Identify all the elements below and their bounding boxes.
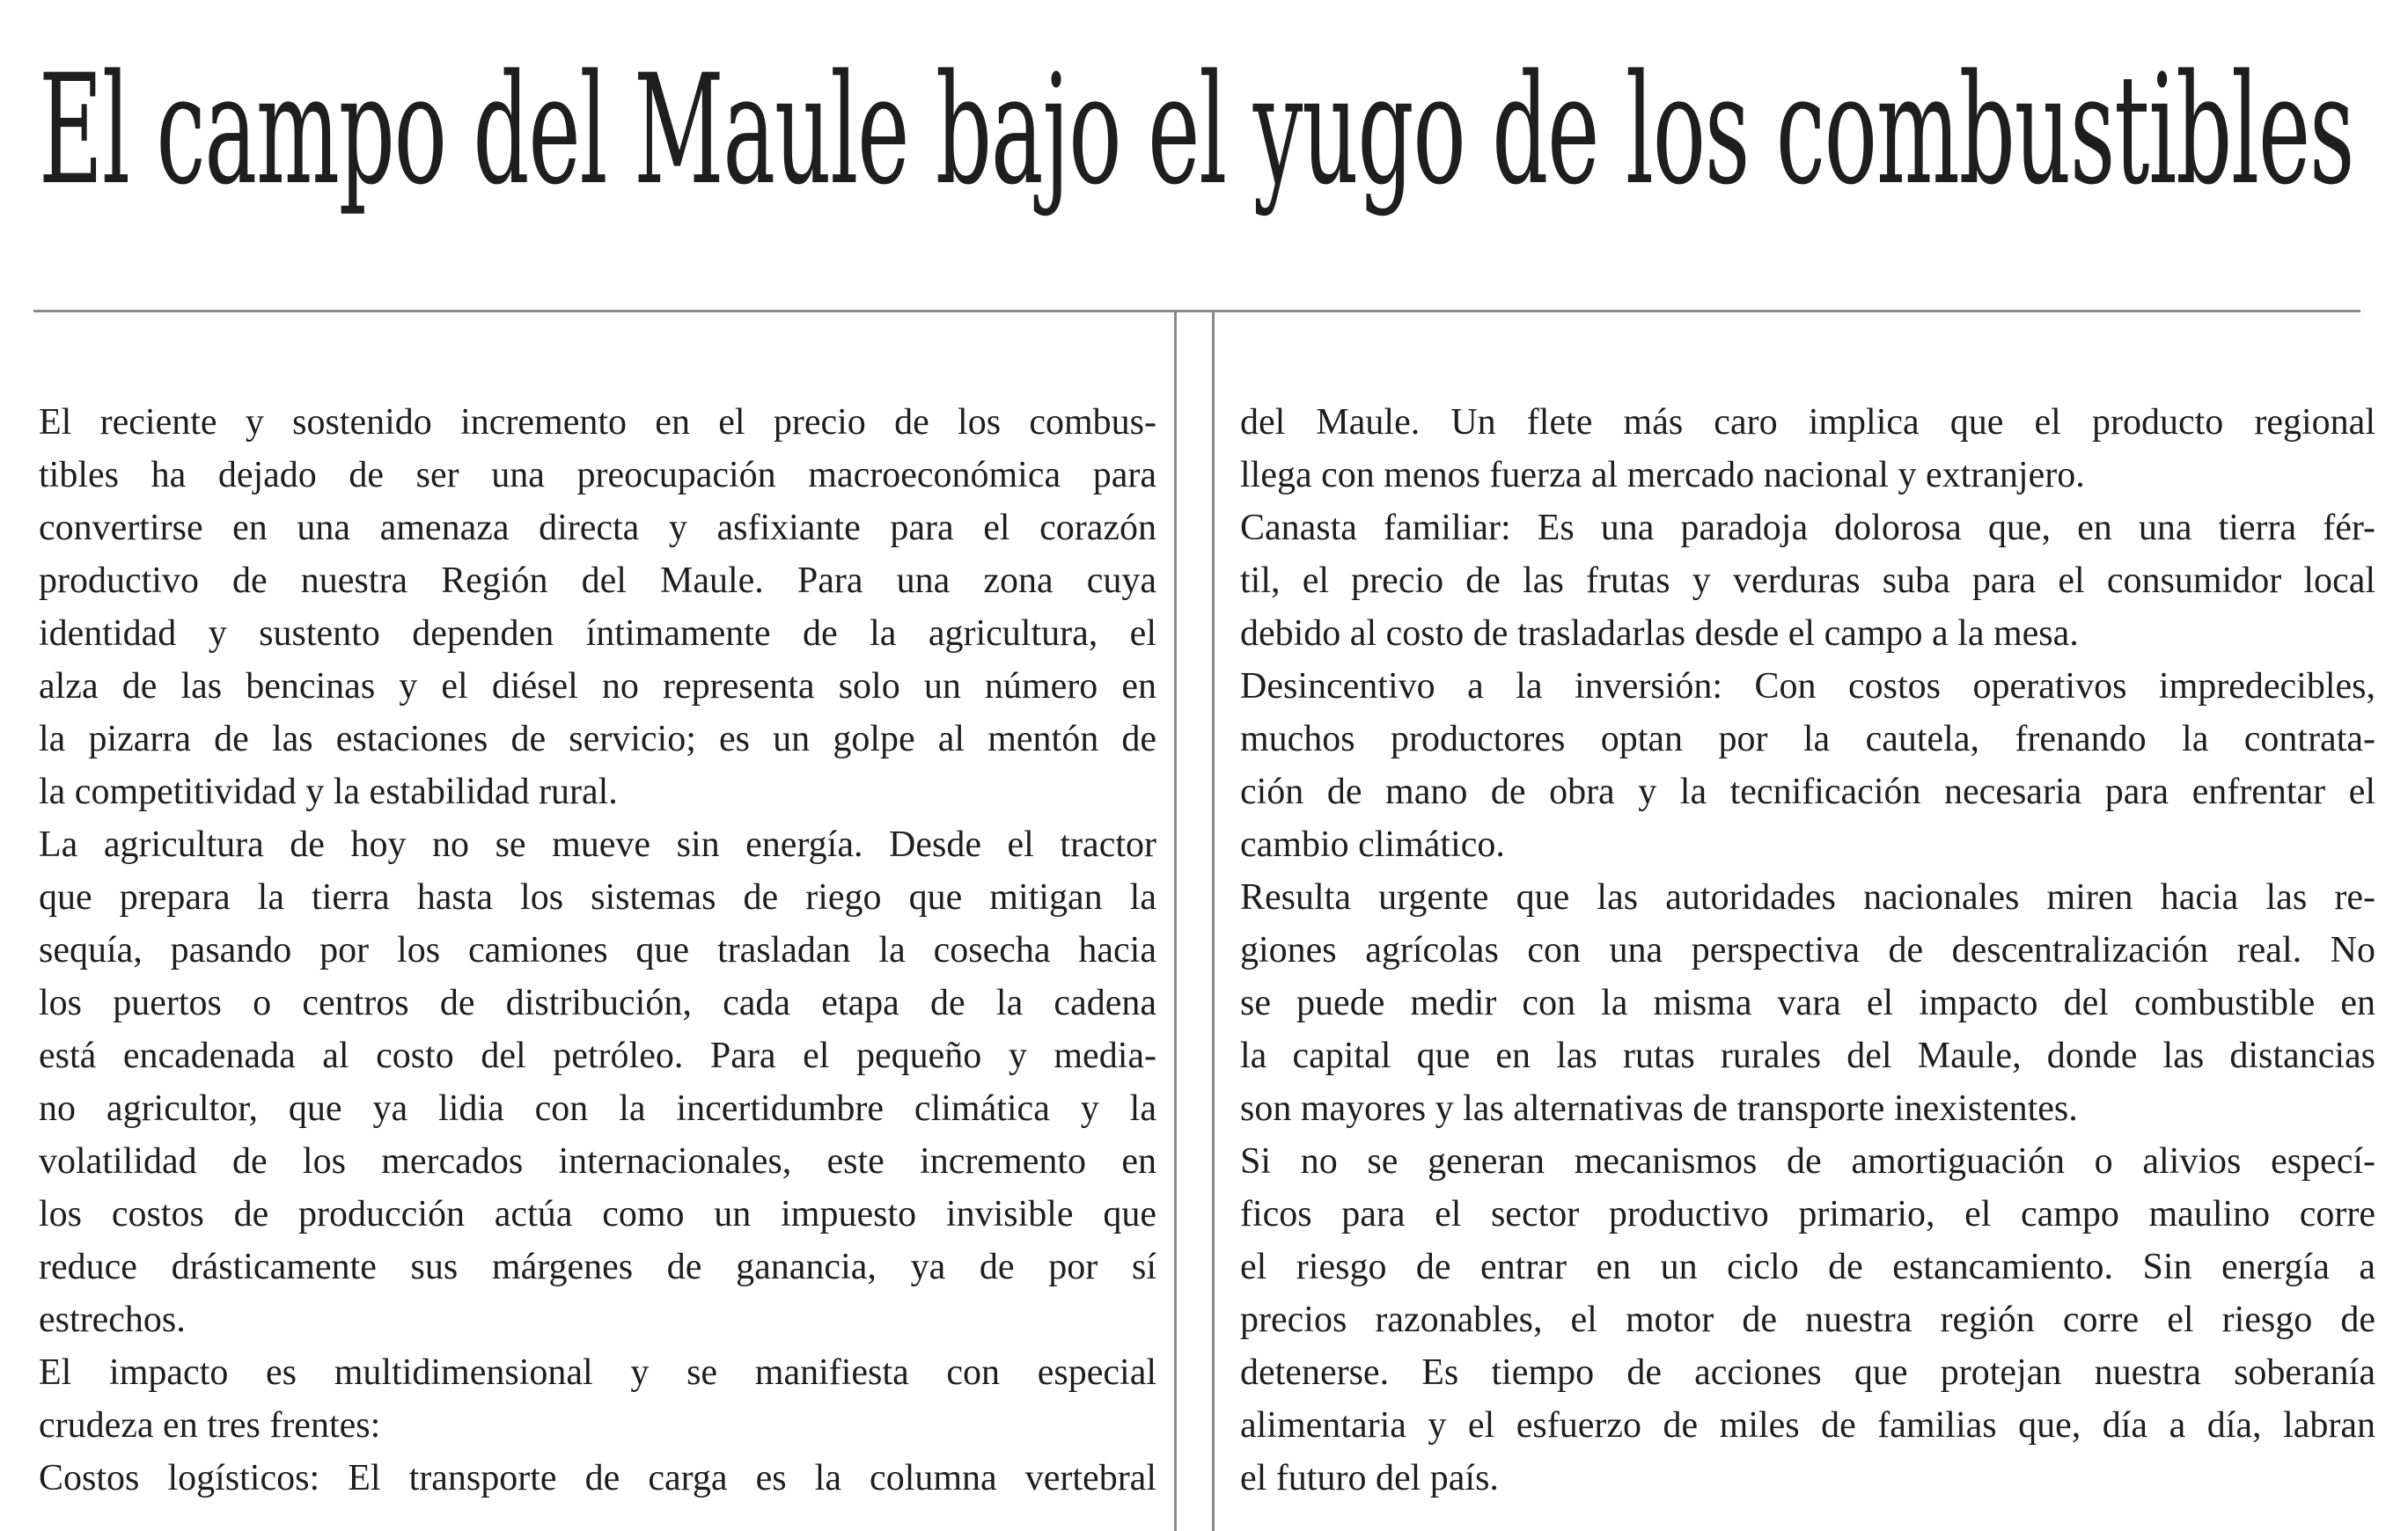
article-text-line: sequía, pasando por los camiones que trasladan la cosecha hacia [39, 930, 1156, 971]
article-text-line: Canasta familiar: Es una paradoja dolorosa que, en una tierra fér- [1240, 508, 2375, 548]
article-text-line: tibles ha dejado de ser una preocupación macroeconómica para [39, 455, 1156, 495]
article-text-line: ficos para el sector productivo primario, el campo maulino corre [1240, 1194, 2375, 1234]
article-text-line: los costos de producción actúa como un impuesto invisible que [39, 1194, 1156, 1234]
article-text-line: La agricultura de hoy no se mueve sin energía. Desde el tractor [39, 824, 1156, 865]
article-text-line: alimentaria y el esfuerzo de miles de familias que, día a día, labran [1240, 1405, 2375, 1446]
column-divider-left [1174, 310, 1177, 1531]
article-text-line: está encadenada al costo del petróleo. Para el pequeño y media- [39, 1036, 1156, 1076]
article-text-line: El impacto es multidimensional y se manifiesta con especial [39, 1352, 1156, 1393]
article-text-line: reduce drásticamente sus márgenes de ganancia, ya de por sí [39, 1247, 1156, 1287]
article-text-line: estrechos. [39, 1300, 186, 1340]
article-text-line: Resulta urgente que las autoridades nacionales miren hacia las re- [1240, 877, 2375, 918]
article-text-line: no agricultor, que ya lidia con la incertidumbre climática y la [39, 1088, 1156, 1129]
article-text-line: crudeza en tres frentes: [39, 1405, 381, 1446]
article-text-line: Costos logísticos: El transporte de carga es la columna vertebral [39, 1458, 1156, 1498]
article-text-line: llega con menos fuerza al mercado nacional y extranjero. [1240, 455, 2085, 495]
article-text-line: productivo de nuestra Región del Maule. Para una zona cuya [39, 560, 1156, 601]
article-text-line: alza de las bencinas y el diésel no representa solo un número en [39, 666, 1156, 707]
article-text-line: la pizarra de las estaciones de servicio; es un golpe al mentón de [39, 719, 1156, 759]
header-divider [33, 310, 2360, 312]
article-text-line: el riesgo de entrar en un ciclo de estancamiento. Sin energía a [1240, 1247, 2375, 1287]
article-column-right [1240, 396, 2375, 1505]
column-divider-right [1212, 310, 1215, 1531]
article-text-line: se puede medir con la misma vara el impacto del combustible en [1240, 983, 2375, 1023]
article-text-line: el futuro del país. [1240, 1458, 1499, 1498]
article-text-line: identidad y sustento dependen íntimamente de la agricultura, el [39, 613, 1156, 654]
article-text-line: debido al costo de trasladarlas desde el campo a la mesa. [1240, 613, 2079, 654]
article-text-line: muchos productores optan por la cautela, frenando la contrata- [1240, 719, 2375, 759]
article-text-line: giones agrícolas con una perspectiva de descentralización real. No [1240, 930, 2375, 971]
article-text-line: cambio climático. [1240, 824, 1505, 865]
article-text-line: convertirse en una amenaza directa y asfixiante para el corazón [39, 508, 1156, 548]
article-text-line: la capital que en las rutas rurales del Maule, donde las distancias [1240, 1036, 2375, 1076]
article-text-line: El reciente y sostenido incremento en el precio de los combus- [39, 402, 1156, 443]
article-text-line: Desincentivo a la inversión: Con costos operativos impredecibles, [1240, 666, 2375, 707]
article-text-line: precios razonables, el motor de nuestra región corre el riesgo de [1240, 1300, 2375, 1340]
article-text-line: los puertos o centros de distribución, cada etapa de la cadena [39, 983, 1156, 1023]
article-text-line: detenerse. Es tiempo de acciones que protejan nuestra soberanía [1240, 1352, 2375, 1393]
article-text-line: Si no se generan mecanismos de amortiguación o alivios especí- [1240, 1141, 2375, 1182]
article-text-line: til, el precio de las frutas y verduras suba para el consumidor local [1240, 560, 2375, 601]
article-column-left [39, 396, 1156, 1505]
article-text-line: la competitividad y la estabilidad rural. [39, 772, 618, 812]
article-headline: El campo del Maule bajo el yugo de los combustibles [39, 41, 2353, 218]
article-text-line: son mayores y las alternativas de transporte inexistentes. [1240, 1088, 2078, 1129]
article-text-line: del Maule. Un flete más caro implica que el producto regional [1240, 402, 2375, 443]
article-text-line: que prepara la tierra hasta los sistemas de riego que mitigan la [39, 877, 1156, 918]
article-text-line: ción de mano de obra y la tecnificación necesaria para enfrentar el [1240, 772, 2375, 812]
article-text-line: volatilidad de los mercados internacionales, este incremento en [39, 1141, 1156, 1182]
